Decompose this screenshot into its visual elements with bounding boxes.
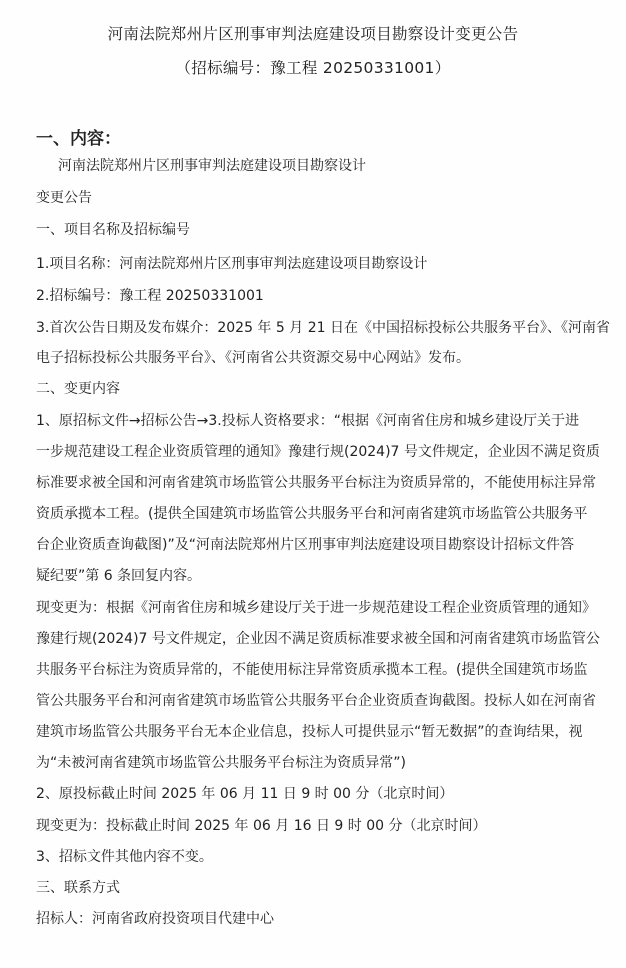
paragraph-line: 电子招标投标公共服务平台》、《河南省公共资源交易中心网站》发布。 (36, 350, 470, 366)
tender-number: （招标编号：豫工程 20250331001） (175, 59, 451, 77)
paragraph-line: 2、原投标截止时间 2025 年 06 月 11 日 9 时 00 分（北京时间） (36, 786, 454, 802)
paragraph-line: 豫建行规(2024)7 号文件规定，企业因不满足资质标准要求被全国和河南省建筑市场监管公 (36, 631, 600, 647)
subsection-heading: 三、联系方式 (36, 880, 120, 896)
paragraph-line: 3、招标文件其他内容不变。 (36, 849, 213, 865)
paragraph-line: 1.项目名称：河南法院郑州片区刑事审判法庭建设项目勘察设计 (36, 256, 428, 272)
paragraph-line: 资质承揽本工程。(提供全国建筑市场监管公共服务平台和河南省建筑市场监管公共服务平 (36, 506, 588, 522)
paragraph-line: 一步规范建设工程企业资质管理的通知》豫建行规(2024)7 号文件规定，企业因不满足资质 (36, 444, 600, 460)
paragraph-line: 3.首次公告日期及发布媒介：2025 年 5 月 21 日在《中国招标投标公共服务平台》、《河南省 (36, 320, 610, 336)
subsection-heading: 二、变更内容 (36, 381, 120, 397)
paragraph-line: 管公共服务平台和河南省建筑市场监管公共服务平台企业资质查询截图。投标人如在河南省 (36, 693, 596, 709)
paragraph-line: 2.招标编号：豫工程 20250331001 (36, 288, 264, 304)
section-heading: 一、内容： (36, 129, 121, 149)
paragraph-line: 共服务平台标注为资质异常的，不能使用标注异常资质承揽本工程。(提供全国建筑市场监 (36, 662, 588, 678)
paragraph-line: 1、原招标文件→招标公告→3.投标人资格要求：“根据《河南省住房和城乡建设厅关于进 (36, 413, 579, 429)
paragraph-line: 建筑市场监管公共服务平台无本企业信息，投标人可提供显示“暂无数据”的查询结果，视 (36, 724, 583, 740)
project-name-line: 河南法院郑州片区刑事审判法庭建设项目勘察设计 (58, 158, 366, 174)
paragraph-line: 为“未被河南省建筑市场监管公共服务平台标注为资质异常”) (36, 755, 406, 771)
subsection-heading: 一、项目名称及招标编号 (36, 222, 190, 238)
paragraph-line: 标准要求被全国和河南省建筑市场监管公共服务平台标注为资质异常的，不能使用标注异常 (36, 475, 596, 491)
paragraph-line: 现变更为：投标截止时间 2025 年 06 月 16 日 9 时 00 分（北京时间） (36, 818, 487, 834)
paragraph-line: 疑纪要”第 6 条回复内容。 (36, 568, 202, 584)
paragraph-line: 招标人：河南省政府投资项目代建中心 (36, 911, 274, 927)
paragraph-line: 台企业资质查询截图)”及“河南法院郑州片区刑事审判法庭建设项目勘察设计招标文件答 (36, 537, 574, 553)
paragraph-line: 现变更为：根据《河南省住房和城乡建设厅关于进一步规范建设工程企业资质管理的通知》 (36, 600, 596, 616)
notice-type-line: 变更公告 (36, 190, 92, 206)
document-title: 河南法院郑州片区刑事审判法庭建设项目勘察设计变更公告 (107, 25, 519, 43)
